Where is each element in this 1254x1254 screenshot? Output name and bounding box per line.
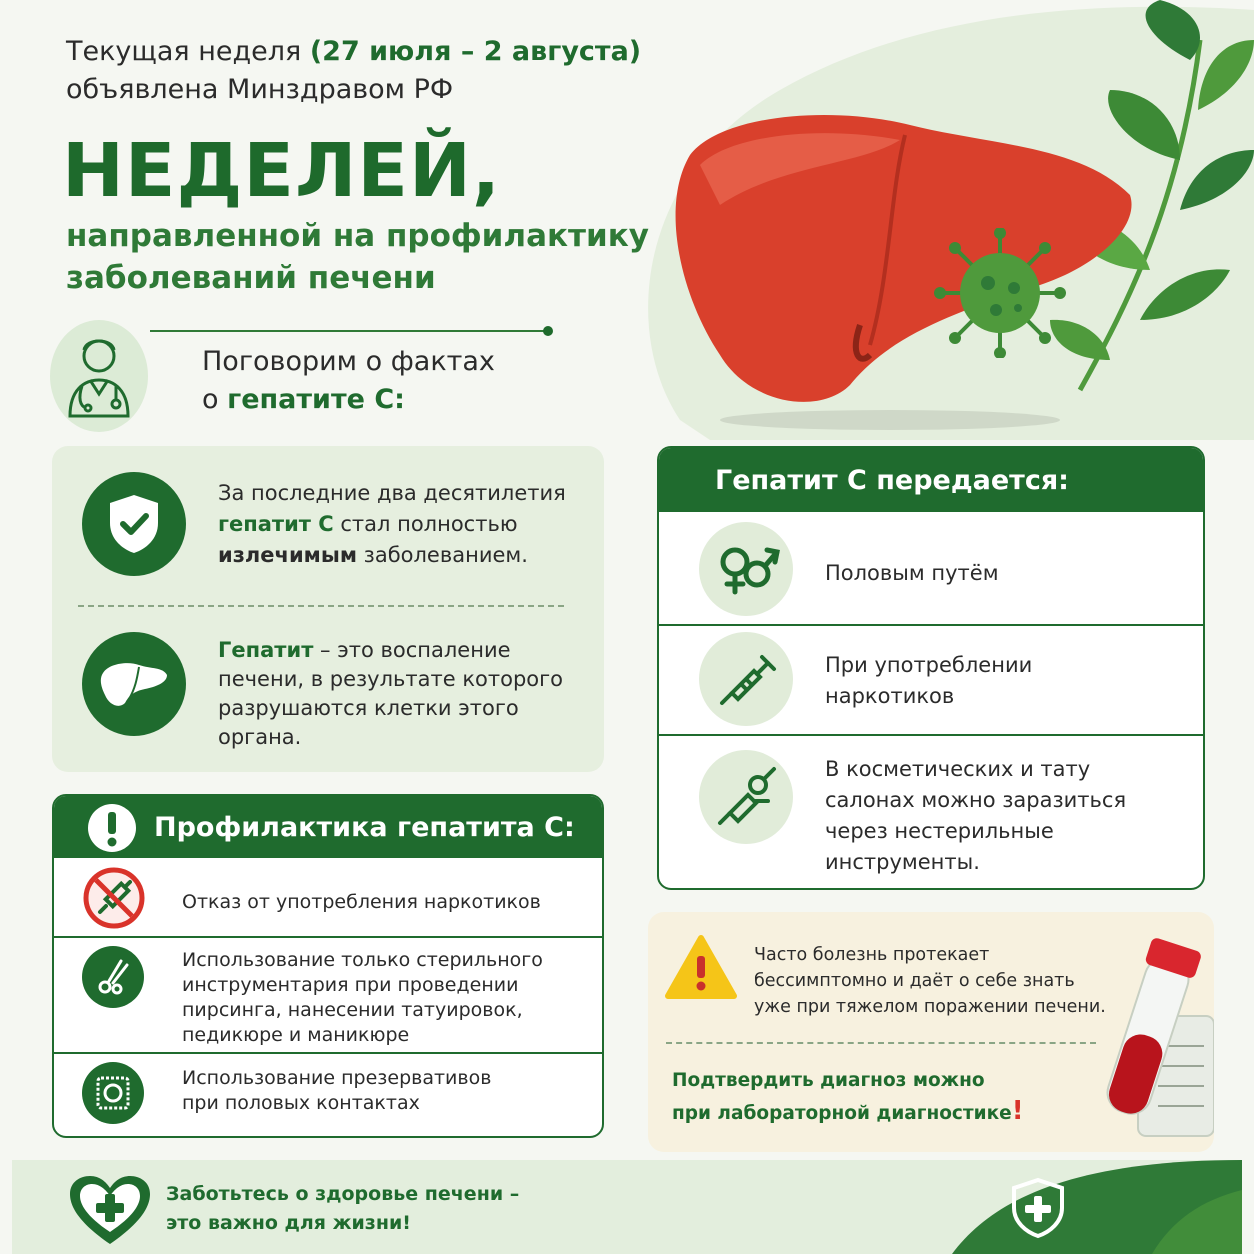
prophylaxis-item-sterile-tools: Использование только стерильного инструментария при проведении пирсинга, нанесении татуировок, педикюре и маникюре bbox=[182, 949, 543, 1046]
doctor-avatar bbox=[50, 320, 148, 432]
no-drugs-badge bbox=[82, 866, 146, 930]
page-title: НЕДЕЛЕЙ, bbox=[62, 128, 501, 214]
facts-card bbox=[52, 446, 604, 772]
facts-intro-line2: о гепатите С: bbox=[202, 384, 405, 415]
virus-icon bbox=[930, 228, 1070, 358]
liver-badge bbox=[82, 632, 186, 736]
transmission-item-salons: В косметических и тату салонах можно заразиться через нестерильные инструменты. bbox=[825, 757, 1127, 874]
tattoo-machine-badge bbox=[699, 750, 793, 844]
sterile-tools-badge bbox=[82, 946, 144, 1008]
transmission-row-divider bbox=[659, 734, 1203, 736]
footer-bar bbox=[12, 1160, 1242, 1254]
warning-triangle-icon bbox=[664, 934, 738, 1000]
page-subtitle-line2: заболеваний печени bbox=[66, 260, 436, 296]
exclamation-icon bbox=[86, 802, 138, 854]
no-syringe-icon bbox=[82, 866, 146, 930]
transmission-panel bbox=[657, 446, 1205, 890]
doctor-icon bbox=[50, 320, 148, 432]
condom-badge bbox=[82, 1062, 144, 1124]
heart-plus-icon bbox=[68, 1174, 152, 1246]
syringe-badge bbox=[699, 632, 793, 726]
week-dates-line: Текущая неделя (27 июля – 2 августа) bbox=[66, 36, 642, 67]
prophylaxis-title: Профилактика гепатита С: bbox=[154, 812, 575, 843]
facts-divider-line bbox=[150, 330, 546, 332]
facts-divider-dot bbox=[543, 326, 553, 336]
warning-panel bbox=[648, 912, 1214, 1152]
prophylaxis-row-divider bbox=[54, 1052, 602, 1054]
diagnosis-note: Подтвердить диагноз можно при лабораторной диагностике! bbox=[672, 1070, 1024, 1126]
facts-card-divider bbox=[78, 605, 564, 607]
fact-definition: Гепатит – это воспаление печени, в результате которого разрушаются клетки этого органа. bbox=[218, 638, 564, 749]
shield-check-badge bbox=[82, 472, 186, 576]
shield-check-icon bbox=[104, 491, 164, 557]
footer-slogan: Заботьтесь о здоровье печени – это важно для жизни! bbox=[166, 1183, 520, 1234]
transmission-row-divider bbox=[659, 624, 1203, 626]
condom-icon bbox=[95, 1075, 131, 1111]
prophylaxis-row-divider bbox=[54, 936, 602, 938]
tattoo-machine-icon bbox=[714, 765, 778, 829]
syringe-icon bbox=[714, 647, 778, 711]
warning-divider bbox=[666, 1042, 1096, 1044]
prophylaxis-item-condoms: Использование презервативов при половых контактах bbox=[182, 1067, 492, 1114]
prophylaxis-item-no-drugs: Отказ от употребления наркотиков bbox=[182, 891, 541, 913]
gender-badge bbox=[699, 522, 793, 616]
hepatitis-c-highlight: гепатите С: bbox=[227, 384, 405, 415]
liver-icon bbox=[99, 659, 169, 709]
transmission-title: Гепатит С передается: bbox=[715, 465, 1069, 496]
warning-text: Часто болезнь протекает бессимптомно и даёт о себе знать уже при тяжелом поражении печени. bbox=[754, 945, 1106, 1017]
transmission-item-drugs: При употреблении наркотиков bbox=[825, 653, 1033, 708]
blood-test-tube-icon bbox=[1088, 936, 1214, 1152]
facts-intro-line1: Поговорим о фактах bbox=[202, 346, 495, 377]
fact-curable: За последние два десятилетия гепатит С стал полностью излечимым заболеванием. bbox=[218, 481, 566, 567]
footer-shield-corner bbox=[952, 1160, 1242, 1254]
prophylaxis-panel bbox=[52, 794, 604, 1138]
tweezers-icon bbox=[93, 957, 133, 997]
ministry-line: объявлена Минздравом РФ bbox=[66, 74, 454, 105]
gender-symbols-icon bbox=[711, 534, 781, 604]
transmission-item-sexual: Половым путём bbox=[825, 561, 999, 585]
week-dates: (27 июля – 2 августа) bbox=[309, 36, 642, 67]
page-subtitle-line1: направленной на профилактику bbox=[66, 218, 649, 254]
red-exclamation: ! bbox=[1011, 1096, 1024, 1126]
